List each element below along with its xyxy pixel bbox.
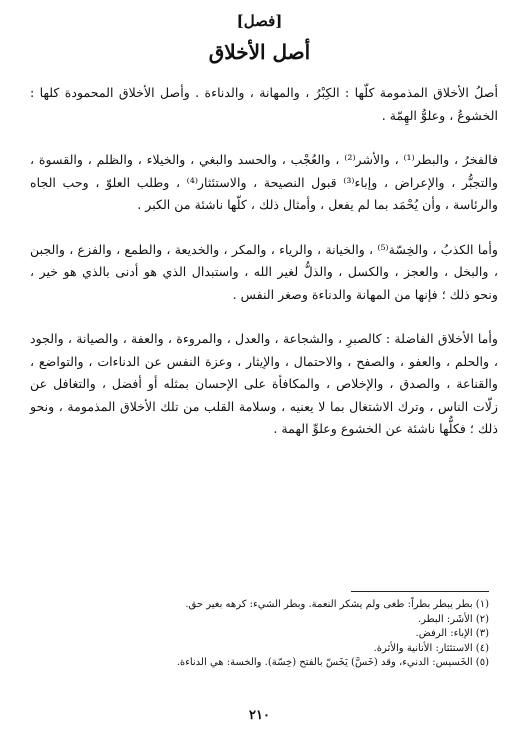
page-number: ٢١٠: [249, 708, 270, 723]
page-title: أصل الأخلاق: [208, 40, 311, 64]
footnote-2: (٢) الأشَر: البطر.: [417, 613, 489, 625]
body-text: [30, 82, 498, 441]
footnote-1: (١) بطر يبطر بطراً: طغى ولم يشكر النعمة. وبطر الشيء: كرهه بغير حق.: [185, 599, 489, 610]
footnote-separator: [351, 591, 489, 592]
section-label: [فصل]: [236, 12, 283, 30]
footnotes: [59, 598, 489, 671]
paragraph-1: أصلُ الأخلاق المذمومة كلّها : الكِبْرُ ، والمهانة ، والدناءة . وأصل الأخلاق المحمودة كلها : الخشوعُ ، وعلوُّ الهِمّة .: [30, 85, 498, 123]
footnote-3: (٣) الإباء: الرفض.: [415, 628, 489, 640]
paragraph-4: وأما الأخلاق الفاضلة : كالصبرِ ، والشجاعة ، والعدل ، والمروءة ، والعفة ، والصيانة ، والجود ، والحلم ، والعفو ، والصفح ، والاحتمال ، والإيثار ، وعزة النفس عن الدناءات ، والتواضع ، والقناعة ، والصدق ، والإخلاص ، والمكافأة على الإحسان بمثله أو أفضل ، والتغافل عن زلّات الناس ، وترك الاشتغال بما لا يعنيه ، وسلامة القلب من تلك الأخلاق المذمومة ، ونحو ذلك ؛ فكلُّها ناشئة عن الخشوع وعلوِّ الهمة .: [30, 331, 498, 436]
paragraph-2: فالفخرُ ، والبطر⁽¹⁾ ، والأشر⁽²⁾ ، والعُجْب ، والحسد والبغي ، والخيلاء ، والظلم ، والقسوة ، والتجبُّر ، والإعراض ، وإباء⁽³⁾ قبول النصيحة ، والاستئثار⁽⁴⁾ ، وطلب العلوّ ، وحب الجاه والرئاسة ، وأن يُحْمَد بما لم يفعل ، وأمثال ذلك ، كلّها ناشئة من الكبر .: [30, 152, 498, 212]
footnote-5: (٥) الخَسيس: الدنيء، وقد (خَسَّ) يَخَسّ بالفتح (خِسّة). والخسة: هي الدناءة.: [176, 657, 489, 669]
footnote-4: (٤) الاستئثار: الأنانية والأثرة.: [373, 642, 489, 654]
paragraph-3: وأما الكذبُ ، والخِسّة⁽⁵⁾ ، والخيانة ، والرياء ، والمكر ، والخديعة ، والطمع ، والفزع ، والجبن ، والبخل ، والعجز ، والكسل ، والذلُّ لغير الله ، واستبدال الذي هو أدنى بالذي هو خير ، ونحو ذلك ؛ فإنها من المهانة والدناءة وصغر النفس .: [30, 241, 498, 302]
